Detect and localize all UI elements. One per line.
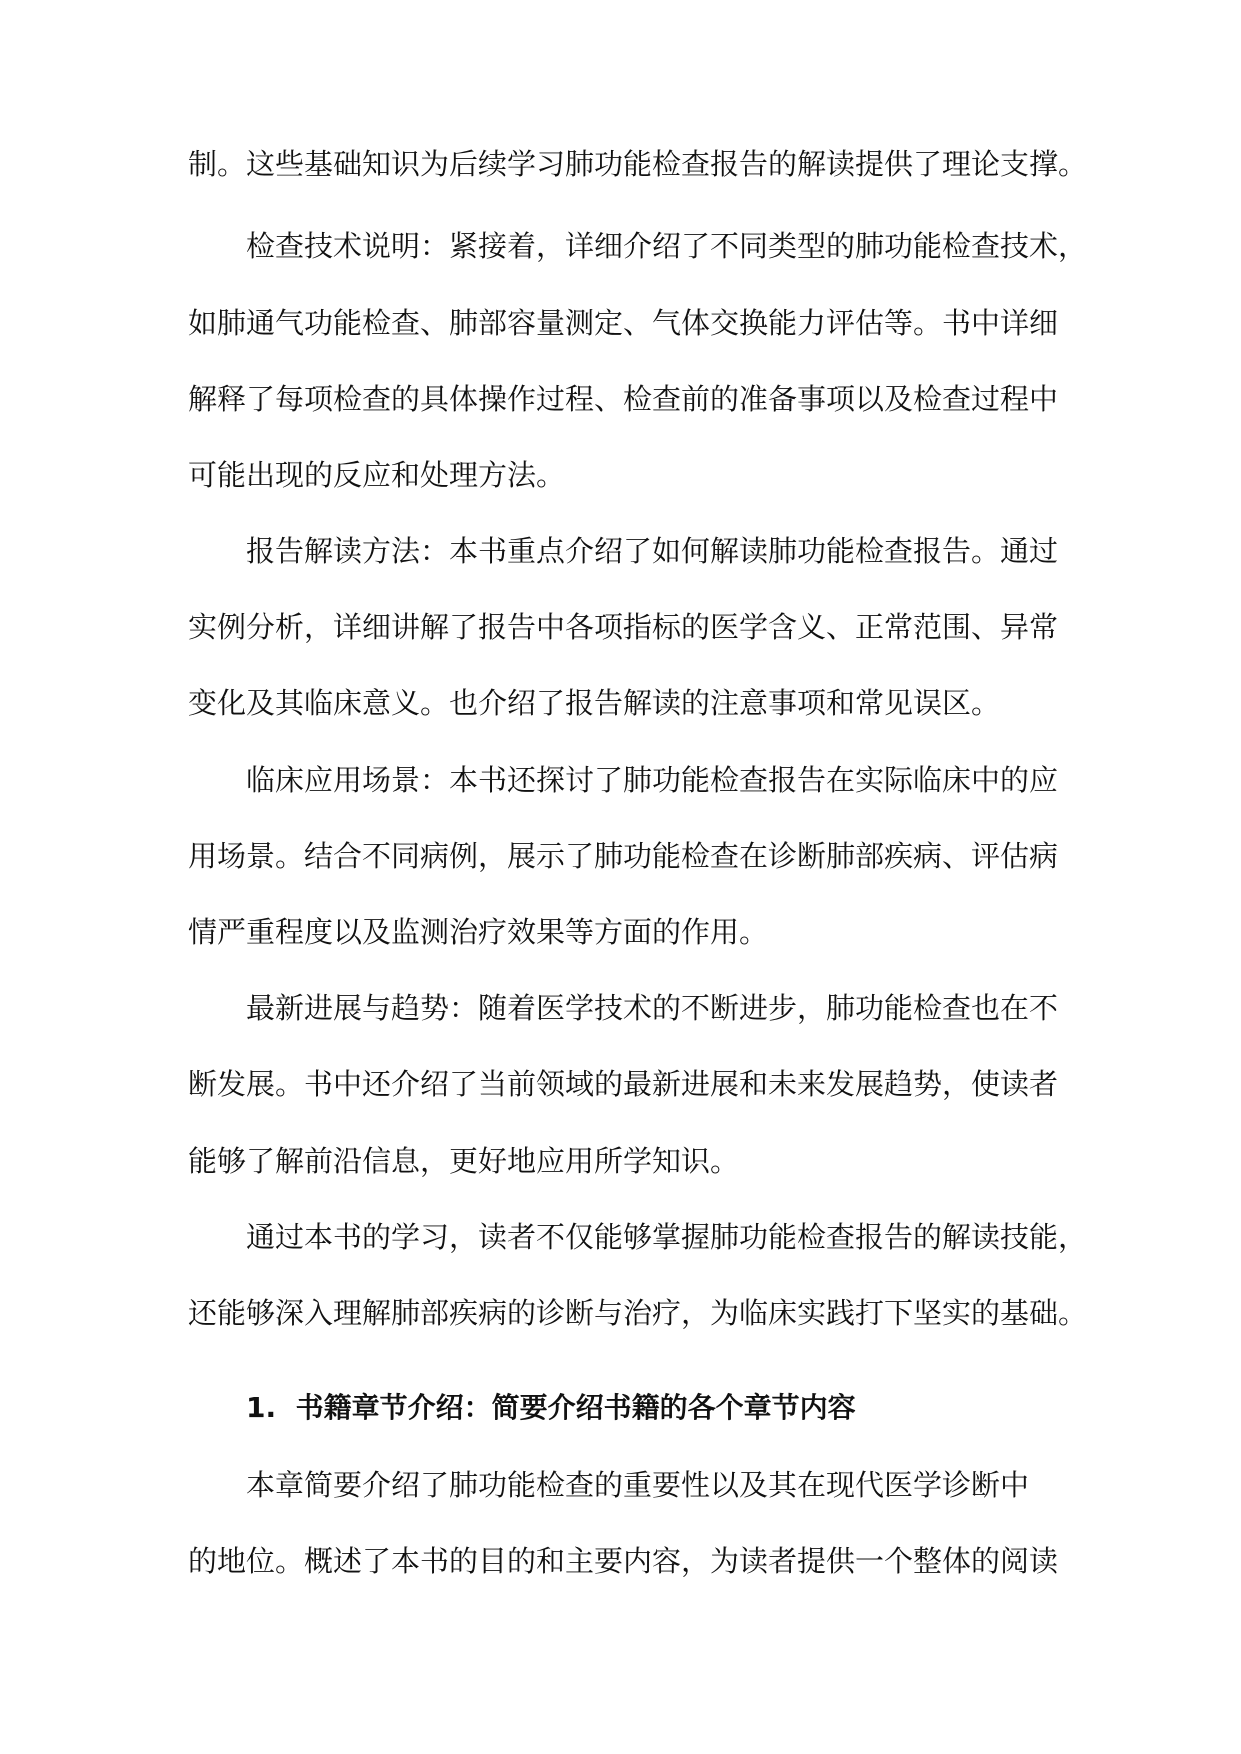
paragraph-chapter-intro-line: 本章简要介绍了肺功能检查的重要性以及其在现代医学诊断中 [246, 1468, 1030, 1502]
paragraph-trends-line: 最新进展与趋势：随着医学技术的不断进步，肺功能检查也在不 [246, 991, 1059, 1025]
paragraph-technique-line: 如肺通气功能检查、肺部容量测定、气体交换能力评估等。书中详细 [188, 306, 1059, 340]
paragraph-clinical-line: 临床应用场景：本书还探讨了肺功能检查报告在实际临床中的应 [246, 763, 1059, 797]
paragraph-technique-line: 可能出现的反应和处理方法。 [188, 458, 566, 492]
paragraph-chapter-intro-line: 的地位。概述了本书的目的和主要内容，为读者提供一个整体的阅读 [188, 1544, 1059, 1578]
paragraph-conclusion-line: 还能够深入理解肺部疾病的诊断与治疗，为临床实践打下坚实的基础。 [188, 1296, 1088, 1330]
paragraph-trends-line: 能够了解前沿信息，更好地应用所学知识。 [188, 1144, 740, 1178]
paragraph-interpretation-line: 实例分析，详细讲解了报告中各项指标的医学含义、正常范围、异常 [188, 610, 1059, 644]
paragraph-technique-line: 解释了每项检查的具体操作过程、检查前的准备事项以及检查过程中 [188, 382, 1059, 416]
paragraph-technique-line: 检查技术说明：紧接着，详细介绍了不同类型的肺功能检查技术， [246, 229, 1088, 263]
paragraph-clinical-line: 用场景。结合不同病例，展示了肺功能检查在诊断肺部疾病、评估病 [188, 839, 1059, 873]
paragraph-clinical-line: 情严重程度以及监测治疗效果等方面的作用。 [188, 915, 769, 949]
section-heading [246, 1388, 856, 1428]
paragraph-intro-end-line: 制。这些基础知识为后续学习肺功能检查报告的解读提供了理论支撑。 [188, 147, 1088, 181]
paragraph-interpretation-line: 报告解读方法：本书重点介绍了如何解读肺功能检查报告。通过 [246, 534, 1059, 568]
paragraph-conclusion-line: 通过本书的学习，读者不仅能够掌握肺功能检查报告的解读技能， [246, 1220, 1088, 1254]
section-heading-number: 1. [246, 1391, 277, 1424]
paragraph-trends-line: 断发展。书中还介绍了当前领域的最新进展和未来发展趋势，使读者 [188, 1067, 1059, 1101]
paragraph-interpretation-line: 变化及其临床意义。也介绍了报告解读的注意事项和常见误区。 [188, 686, 1001, 720]
section-heading-title: 书籍章节介绍：简要介绍书籍的各个章节内容 [295, 1391, 856, 1424]
